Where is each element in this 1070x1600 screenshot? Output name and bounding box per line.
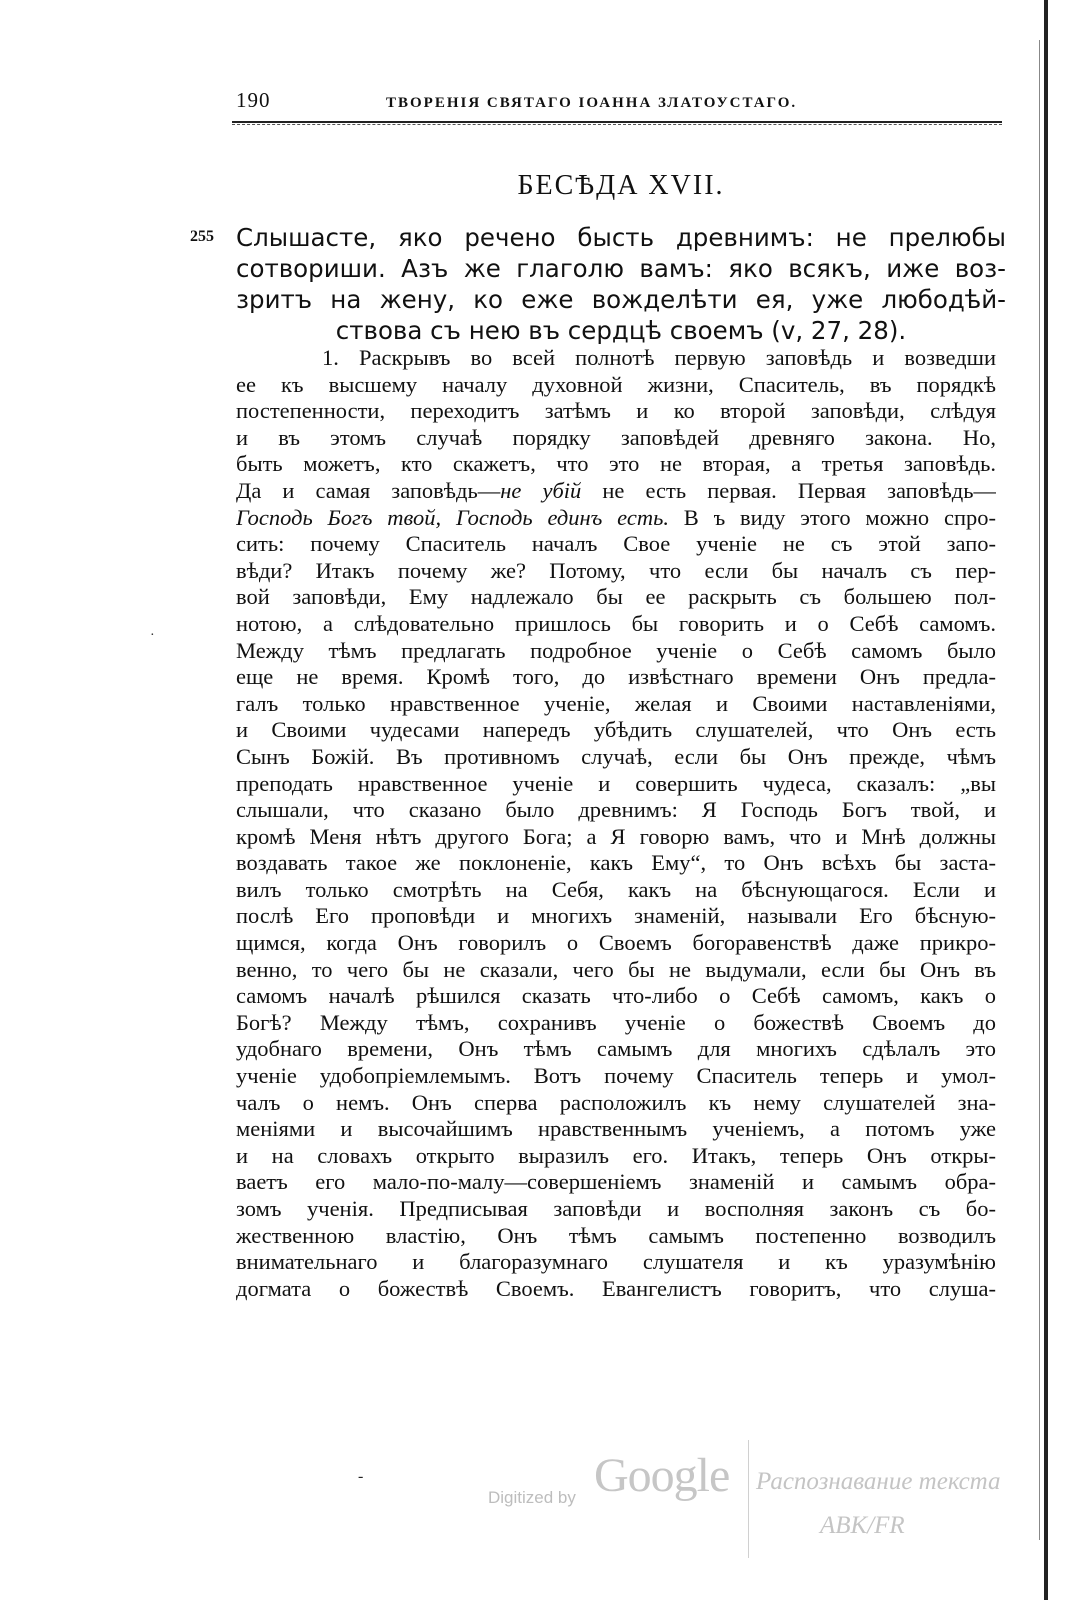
scripture-line: Слышасте, яко речено бысть древнимъ: не прелюбы: [236, 223, 1006, 252]
stray-speck: -: [358, 1468, 364, 1485]
body-segment: Да и самая заповѣдь—: [236, 477, 501, 503]
body-line: преподать нравственное ученіе и совершить чудеса, сказалъ: „вы: [236, 770, 996, 796]
body-segment: не есть первая. Первая заповѣдь—: [602, 477, 996, 503]
body-line-mixed: [236, 478, 996, 505]
body-line: и на словахъ открыто выразилъ его. Итакъ, теперь Онъ откры-: [236, 1142, 996, 1168]
body-line: Между тѣмъ предлагать подробное ученіе о Себѣ самомъ было: [236, 637, 996, 663]
italic-phrase: Господь Богъ твой, Господь единъ есть.: [236, 504, 669, 530]
header-rule: [232, 121, 1002, 123]
body-line: сить: почему Спаситель началъ Свое ученіе не съ этой запо-: [236, 531, 996, 557]
body-line: Богѣ? Между тѣмъ, сохранивъ ученіе о божествѣ Своемъ до: [236, 1009, 996, 1035]
body-line: галъ только нравственное ученіе, желая и Своими наставленіями,: [236, 690, 996, 716]
page-number: 190: [236, 88, 271, 112]
body-line: кромѣ Меня нѣтъ другого Бога; а Я говорю вамъ, что и Мнѣ должны: [236, 823, 996, 849]
ocr-watermark: Распознавание текста: [756, 1468, 1001, 1495]
running-head: [236, 88, 996, 116]
scripture-line: сотвориши. Азъ же глаголю вамъ: яко всякъ, иже воз-: [236, 254, 1006, 283]
binding-edge-shadow: [1039, 40, 1040, 1540]
watermark-divider: [748, 1440, 749, 1558]
scripture-line: ствова съ нею въ сердцѣ своемъ (v, 27, 28).: [335, 316, 907, 345]
running-title: ТВОРЕНІЯ СВЯТАГО ІОАННА ЗЛАТОУСТАГО.: [386, 95, 798, 111]
binding-edge: [1044, 0, 1048, 1600]
body-line: внимательнаго и благоразумнаго слушателя и къ уразумѣнію: [236, 1249, 996, 1275]
body-line: удобнаго времени, Онъ тѣмъ самымъ для многихъ сдѣлалъ это: [236, 1036, 996, 1062]
body-line: самомъ началѣ рѣшился сказать что-либо о Себѣ самомъ, какъ о: [236, 983, 996, 1009]
body-line: нотою, а слѣдовательно пришлось бы говорить и о Себѣ самомъ.: [236, 610, 996, 636]
body-line-mixed: [236, 505, 996, 532]
body-line: ее къ высшему началу духовной жизни, Спаситель, въ порядкѣ: [236, 371, 996, 397]
body-line: и Своими чудесами напередъ убѣдить слушателей, что Онъ есть: [236, 717, 996, 743]
body-line: ваетъ его мало-по-малу—совершеніемъ знаменій и самымъ обра-: [236, 1169, 996, 1195]
ocr-watermark-credit: ABK/FR: [820, 1512, 905, 1539]
body-line: зомъ ученія. Предписывая заповѣди и восполняя законъ съ бо-: [236, 1196, 996, 1221]
header-rule-secondary: [232, 124, 1002, 125]
body-segment: В ъ виду этого можно спро-: [683, 504, 996, 530]
body-line: 1. Раскрывъ во всей полнотѣ первую заповѣдь и возведши: [322, 345, 996, 370]
body-line: догмата о божествѣ Своемъ. Евангелистъ говоритъ, что слуша-: [236, 1275, 996, 1301]
body-line: и въ этомъ случаѣ порядку заповѣдей древняго закона. Но,: [236, 424, 996, 450]
body-line: еще не время. Кромѣ того, до извѣстнаго времени Онъ предла-: [236, 664, 996, 690]
stray-speck: ·: [150, 628, 155, 643]
italic-phrase: не убій: [500, 477, 582, 503]
margin-number: 255: [190, 228, 214, 245]
body-line: жественною властію, Онъ тѣмъ самымъ постепенно возводилъ: [236, 1222, 996, 1248]
google-watermark: Google: [594, 1449, 730, 1502]
body-line: постепенности, переходитъ затѣмъ и ко второй заповѣди, слѣдуя: [236, 398, 996, 424]
body-text: [236, 345, 996, 1302]
body-line: слышали, что сказано было древнимъ: Я Господь Богъ твой, и: [236, 797, 996, 823]
homily-title: БЕСѢДА XVII.: [517, 170, 725, 201]
body-line: вой заповѣди, Ему надлежало бы ее раскрыть съ большею пол-: [236, 584, 996, 610]
body-line: вѣди? Итакъ почему же? Потому, что если бы началъ съ пер-: [236, 557, 996, 583]
scripture-quote: [236, 222, 1006, 346]
body-line: ученіе удобопріемлемымъ. Вотъ почему Спаситель теперь и умол-: [236, 1063, 996, 1089]
body-line: венно, то чего бы не сказали, чего бы не выдумали, если бы Онъ въ: [236, 956, 996, 982]
body-line: чалъ о немъ. Онъ сперва расположилъ къ нему слушателей зна-: [236, 1089, 996, 1115]
scripture-line: зритъ на жену, ко еже вожделѣти ея, уже любодѣй-: [236, 285, 1006, 314]
body-line: вилъ только смотрѣть на Себя, какъ на бѣснующагося. Если и: [236, 876, 996, 902]
body-line: быть можетъ, кто скажетъ, что это не вторая, а третья заповѣдь.: [236, 451, 996, 477]
body-line: Сынъ Божій. Въ противномъ случаѣ, если бы Онъ прежде, чѣмъ: [236, 743, 996, 769]
body-line: послѣ Его проповѣди и многихъ знаменій, называли Его бѣсную-: [236, 903, 996, 929]
digitized-by-label: Digitized by: [488, 1488, 576, 1507]
body-line: воздавать такое же поклоненіе, какъ Ему“, то Онъ всѣхъ бы заста-: [236, 850, 996, 876]
body-line: щимся, когда Онъ говорилъ о Своемъ богоравенствѣ даже прикро-: [236, 930, 996, 956]
body-line: меніями и высочайшимъ нравственнымъ ученіемъ, а потомъ уже: [236, 1116, 996, 1142]
